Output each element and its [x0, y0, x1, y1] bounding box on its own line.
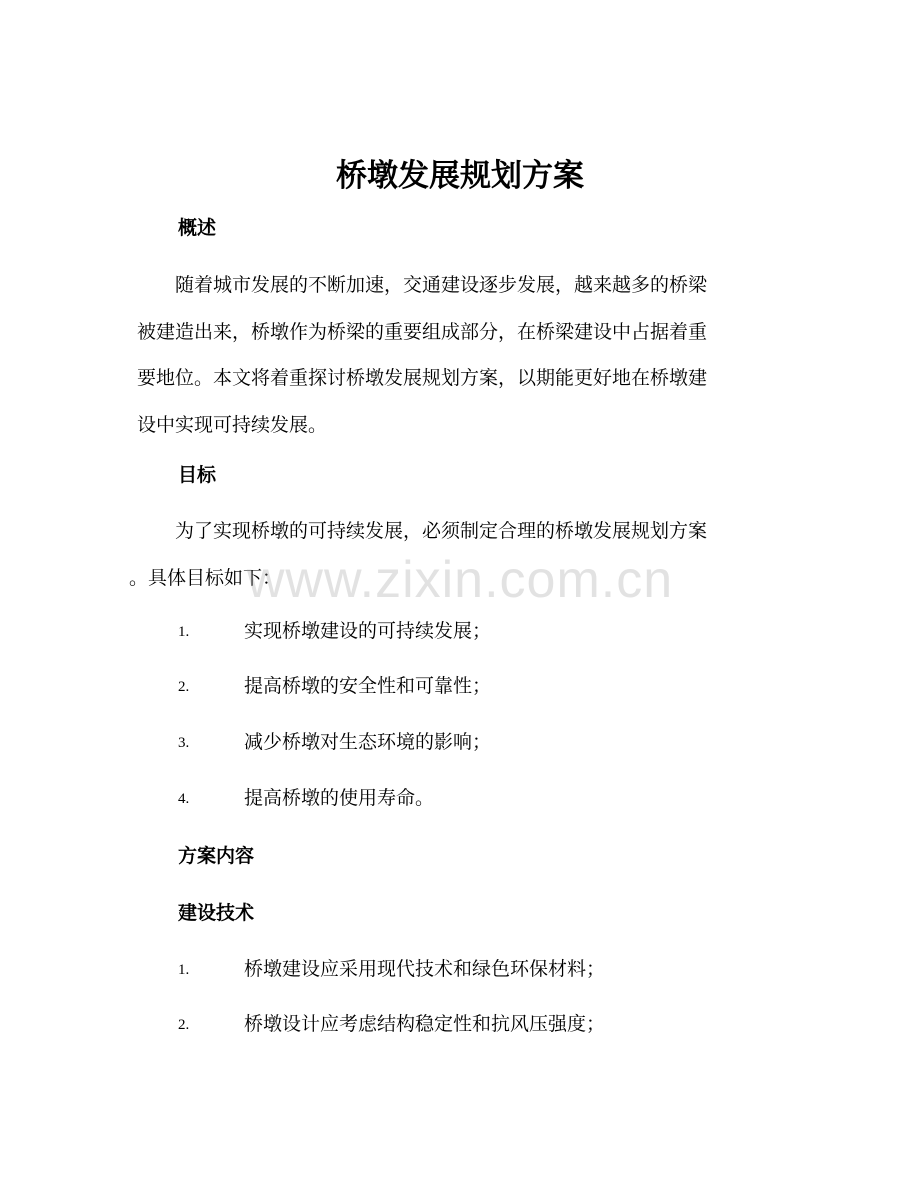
paragraph-line: 要地位。本文将着重探讨桥墩发展规划方案，以期能更好地在桥墩建	[137, 367, 708, 389]
watermark: www.zixin.com.cn	[246, 551, 674, 609]
list-text: 桥墩建设应采用现代技术和绿色环保材料；	[244, 958, 606, 980]
list-number: 3.	[178, 735, 190, 751]
list-number: 1.	[178, 624, 190, 640]
paragraph-line: 设中实现可持续发展。	[137, 413, 328, 436]
paragraph-line: 为了实现桥墩的可持续发展，必须制定合理的桥墩发展规划方案	[137, 520, 708, 542]
paragraph-line: 。具体目标如下：	[129, 566, 282, 589]
section-heading-plan: 方案内容	[178, 845, 255, 867]
goals-paragraph	[129, 508, 777, 601]
list-text: 减少桥墩对生态环境的影响；	[244, 731, 492, 753]
list-text: 桥墩设计应考虑结构稳定性和抗风压强度；	[244, 1013, 606, 1035]
list-number: 2.	[178, 679, 190, 695]
list-text: 提高桥墩的使用寿命。	[244, 787, 435, 809]
list-number: 2.	[178, 1017, 190, 1033]
document-title: 桥墩发展规划方案	[336, 158, 584, 194]
section-heading-goals: 目标	[178, 464, 217, 486]
overview-paragraph	[137, 262, 777, 448]
list-text: 提高桥墩的安全性和可靠性；	[244, 675, 492, 697]
list-number: 4.	[178, 791, 190, 807]
list-text: 实现桥墩建设的可持续发展；	[244, 620, 492, 642]
section-heading-overview: 概述	[178, 217, 217, 239]
list-number: 1.	[178, 962, 190, 978]
paragraph-line: 随着城市发展的不断加速，交通建设逐步发展，越来越多的桥梁	[137, 274, 708, 296]
paragraph-line: 被建造出来，桥墩作为桥梁的重要组成部分，在桥梁建设中占据着重	[137, 320, 708, 343]
section-heading-construction: 建设技术	[178, 902, 255, 924]
